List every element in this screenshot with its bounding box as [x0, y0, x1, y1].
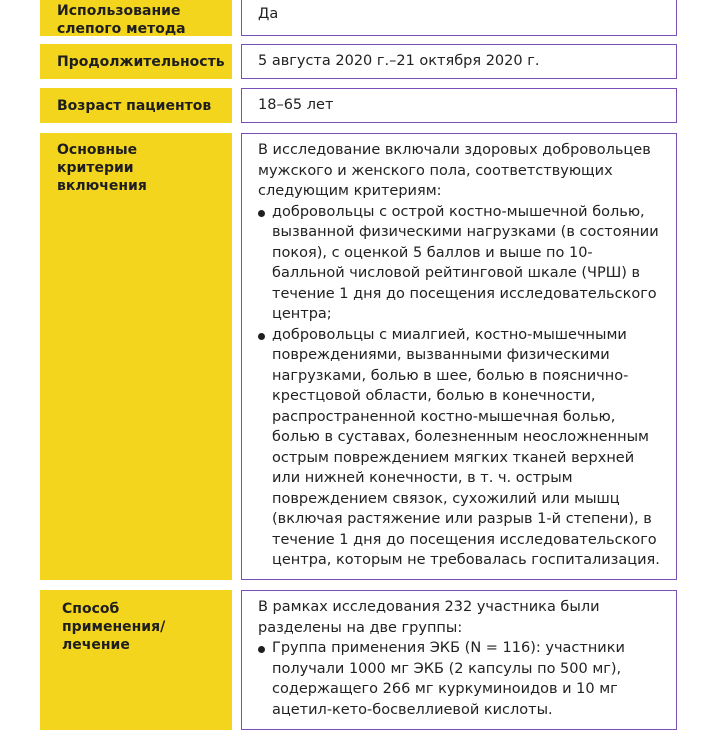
administration-item: Группа применения ЭКБ (N = 116): участники получали 1000 мг ЭКБ (2 капсулы по 500 мг), содержащего 266 мг куркуминоидов и 10 мг ацетил-кето-босвеллиевой кислоты. [258, 638, 660, 720]
label-blinding: Использование слепого метода [40, 0, 232, 36]
label-duration: Продолжительность [40, 44, 232, 79]
value-blinding: Да [241, 0, 677, 36]
label-administration: Способ применения/ лечение [40, 590, 232, 730]
row-inclusion-criteria [40, 133, 677, 580]
inclusion-item: добровольцы с миалгией, костно-мышечными повреждениями, вызванными физическими нагрузками, болью в шее, болью в пояснично-крестцовой области, болью в конечности, распространенной костно-мышечная болью, болью в суставах, болезненным неосложненным острым повреждением мягких тканей верхней или нижней конечности, в т. ч. острым повреждением связок, сухожилий или мышц (включая растяжение или разрыв 1-й степени), в течение 1 дня до посещения исследовательского центра, которым не требовалась госпитализация. [258, 325, 660, 571]
label-inclusion-criteria: Основные критерии включения [40, 133, 232, 580]
row-age [40, 88, 677, 123]
row-blinding [40, 0, 677, 36]
value-inclusion-criteria [241, 133, 677, 580]
inclusion-intro: В исследование включали здоровых добровольцев мужского и женского пола, соответствующих следующим критериям: [258, 142, 651, 199]
value-age: 18–65 лет [241, 88, 677, 123]
administration-list [258, 638, 660, 720]
label-age: Возраст пациентов [40, 88, 232, 123]
row-administration [40, 590, 677, 730]
value-duration: 5 августа 2020 г.–21 октября 2020 г. [241, 44, 677, 79]
row-duration [40, 44, 677, 79]
administration-intro: В рамках исследования 232 участника были разделены на две группы: [258, 599, 600, 636]
value-administration [241, 590, 677, 730]
inclusion-list [258, 202, 660, 571]
inclusion-item: добровольцы с острой костно-мышечной болью, вызванной физическими нагрузками (в состоянии покоя), с оценкой 5 баллов и выше по 10-балльной числовой рейтинговой шкале (ЧРШ) в течение 1 дня до посещения исследовательского центра; [258, 202, 660, 325]
